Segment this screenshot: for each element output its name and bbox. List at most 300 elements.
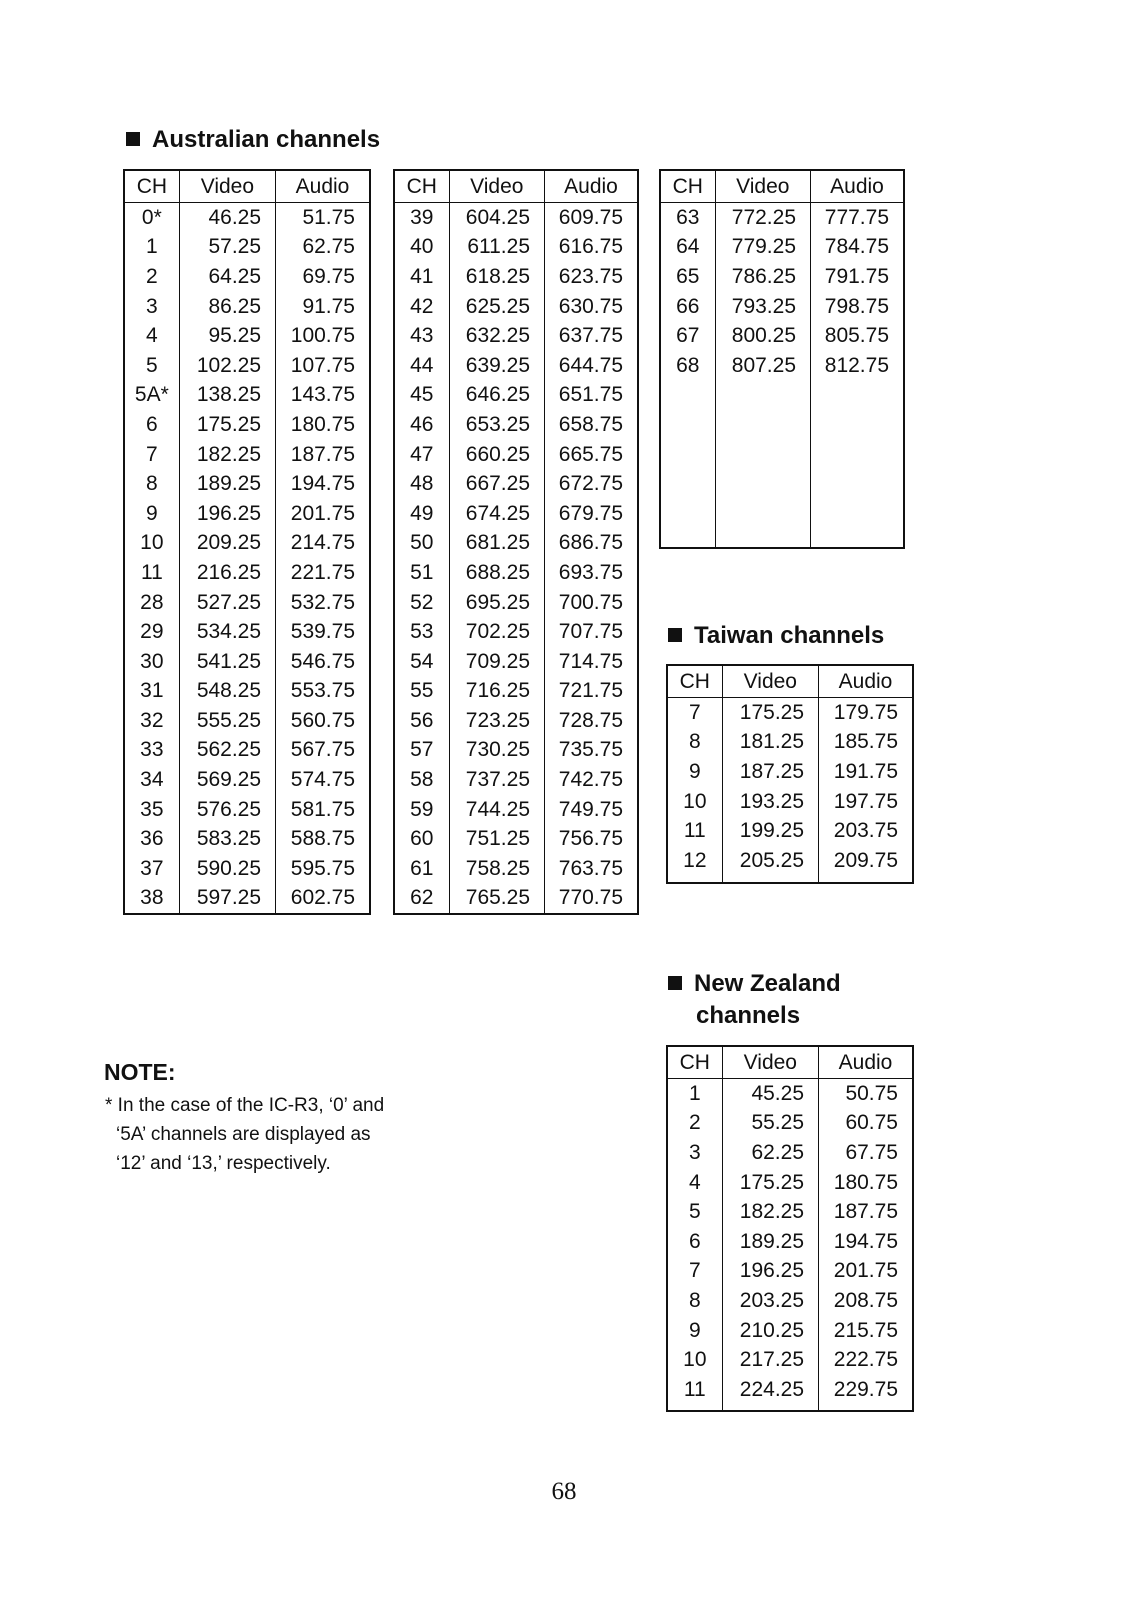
video-frequency-cell: 175.25 [722,1168,818,1198]
audio-frequency-cell: 197.75 [819,787,913,817]
audio-frequency-cell: 567.75 [276,736,370,766]
audio-frequency-cell: 229.75 [819,1375,913,1405]
channel-cell: 11 [683,819,706,843]
australian-channels-table-3 [659,169,905,549]
channel-cell: 7 [688,1259,701,1283]
header-ch: CH [660,170,715,203]
video-frequency-cell: 182.25 [179,440,275,470]
table-row [124,469,370,499]
table-row [124,736,370,766]
table-row [667,1109,913,1139]
empty-cell [819,876,913,883]
table-row [394,588,638,618]
audio-frequency-cell: 602.75 [276,884,370,914]
table-row [667,1079,913,1109]
channel-cell: 68 [676,353,700,377]
table-row [667,1375,913,1405]
channel-cell: 43 [410,324,434,348]
video-frequency-cell: 224.25 [722,1375,818,1405]
table-row [667,1197,913,1227]
empty-cell [394,913,449,914]
page-number: 68 [551,1478,577,1505]
channel-cell: 31 [140,679,164,703]
channel-cell: 10 [140,531,164,555]
table-row [660,262,904,292]
table-row [394,795,638,825]
audio-frequency-cell: 784.75 [811,233,905,263]
channel-cell: 33 [140,738,164,762]
audio-frequency-cell: 215.75 [819,1316,913,1346]
table-row [667,816,913,846]
audio-frequency-cell: 637.75 [545,321,639,351]
channel-cell: 62 [410,886,434,910]
channel-cell: 28 [140,590,164,614]
table-row [124,381,370,411]
video-frequency-cell: 175.25 [179,410,275,440]
table-row [124,824,370,854]
channel-cell: 34 [140,768,164,792]
table-header-row [394,170,638,203]
channel-cell: 5 [146,353,158,377]
video-frequency-cell: 541.25 [179,647,275,677]
table-row [394,233,638,263]
audio-frequency-cell: 777.75 [811,203,905,233]
channel-cell: 10 [683,1348,707,1372]
audio-frequency-cell: 222.75 [819,1345,913,1375]
channel-cell: 55 [410,679,434,703]
video-frequency-cell: 199.25 [722,816,818,846]
table-row [394,884,638,914]
table-row [667,1138,913,1168]
taiwan-channels-table [666,664,914,884]
audio-frequency-cell: 742.75 [545,765,639,795]
audio-frequency-cell: 560.75 [276,706,370,736]
video-frequency-cell: 653.25 [449,410,544,440]
empty-cell [667,876,722,883]
video-frequency-cell: 730.25 [449,736,544,766]
channel-cell: 7 [688,700,701,724]
australian-channels-table-1 [123,169,371,915]
channel-cell: 58 [410,768,434,792]
table-header-row [667,1046,913,1079]
audio-frequency-cell: 770.75 [545,884,639,914]
channel-cell: 66 [676,294,700,318]
channel-cell: 50 [410,531,434,555]
video-frequency-cell: 660.25 [449,440,544,470]
table-row [124,292,370,322]
channel-cell: 2 [688,1111,701,1135]
video-frequency-cell: 758.25 [449,854,544,884]
channel-cell: 54 [410,649,434,673]
audio-frequency-cell: 221.75 [276,558,370,588]
table-row [394,203,638,233]
audio-frequency-cell: 553.75 [276,677,370,707]
video-frequency-cell: 555.25 [179,706,275,736]
video-frequency-cell: 723.25 [449,706,544,736]
video-frequency-cell: 46.25 [179,203,275,233]
table-row [394,824,638,854]
header-video: Video [715,170,810,203]
channel-cell: 45 [410,383,434,407]
video-frequency-cell: 632.25 [449,321,544,351]
audio-frequency-cell: 749.75 [545,795,639,825]
table-filler-row [667,876,913,883]
table-row [394,381,638,411]
channel-cell: 41 [410,264,434,288]
channel-cell: 5 [688,1200,701,1224]
table-row [394,529,638,559]
video-frequency-cell: 86.25 [179,292,275,322]
header-ch: CH [394,170,449,203]
audio-frequency-cell: 756.75 [545,824,639,854]
video-frequency-cell: 625.25 [449,292,544,322]
header-ch: CH [124,170,179,203]
table-filler-row [660,381,904,548]
channel-cell: 4 [688,1170,701,1194]
audio-frequency-cell: 201.75 [276,499,370,529]
video-frequency-cell: 196.25 [179,499,275,529]
video-frequency-cell: 597.25 [179,884,275,914]
channel-cell: 59 [410,797,434,821]
audio-frequency-cell: 187.75 [819,1197,913,1227]
video-frequency-cell: 45.25 [722,1079,818,1109]
table-row [660,233,904,263]
table-row [124,706,370,736]
video-frequency-cell: 138.25 [179,381,275,411]
video-frequency-cell: 569.25 [179,765,275,795]
video-frequency-cell: 688.25 [449,558,544,588]
channel-cell: 6 [146,412,158,436]
table-row [667,1316,913,1346]
bullet-square-icon [668,628,682,642]
table-row [124,558,370,588]
video-frequency-cell: 187.25 [722,757,818,787]
video-frequency-cell: 562.25 [179,736,275,766]
empty-cell [715,381,810,548]
table-row [394,854,638,884]
audio-frequency-cell: 180.75 [819,1168,913,1198]
channel-cell: 39 [410,205,434,229]
audio-frequency-cell: 107.75 [276,351,370,381]
audio-frequency-cell: 187.75 [276,440,370,470]
header-video: Video [722,1046,818,1079]
audio-frequency-cell: 194.75 [276,469,370,499]
audio-frequency-cell: 665.75 [545,440,639,470]
channel-cell: 56 [410,708,434,732]
audio-frequency-cell: 51.75 [276,203,370,233]
audio-frequency-cell: 191.75 [819,757,913,787]
video-frequency-cell: 744.25 [449,795,544,825]
video-frequency-cell: 590.25 [179,854,275,884]
audio-frequency-cell: 630.75 [545,292,639,322]
channel-cell: 61 [410,856,434,880]
audio-frequency-cell: 763.75 [545,854,639,884]
channel-cell: 35 [140,797,164,821]
video-frequency-cell: 181.25 [722,728,818,758]
table-row [124,647,370,677]
video-frequency-cell: 702.25 [449,617,544,647]
video-frequency-cell: 751.25 [449,824,544,854]
channel-cell: 9 [688,759,701,783]
channel-cell: 9 [146,501,158,525]
empty-cell [819,1405,913,1411]
video-frequency-cell: 548.25 [179,677,275,707]
video-frequency-cell: 209.25 [179,529,275,559]
channel-cell: 44 [410,353,434,377]
channel-cell: 65 [676,264,700,288]
audio-frequency-cell: 201.75 [819,1257,913,1287]
header-audio: Audio [276,170,370,203]
table-row [394,558,638,588]
audio-frequency-cell: 50.75 [819,1079,913,1109]
audio-frequency-cell: 595.75 [276,854,370,884]
audio-frequency-cell: 574.75 [276,765,370,795]
channel-cell: 29 [140,620,164,644]
audio-frequency-cell: 686.75 [545,529,639,559]
video-frequency-cell: 779.25 [715,233,810,263]
new-zealand-channels-table [666,1045,914,1412]
table-row [394,262,638,292]
header-audio: Audio [819,1046,913,1079]
channel-cell: 53 [410,620,434,644]
table-row [667,846,913,876]
video-frequency-cell: 576.25 [179,795,275,825]
video-frequency-cell: 62.25 [722,1138,818,1168]
table-row [124,677,370,707]
video-frequency-cell: 786.25 [715,262,810,292]
audio-frequency-cell: 100.75 [276,321,370,351]
header-video: Video [449,170,544,203]
table-row [394,351,638,381]
video-frequency-cell: 102.25 [179,351,275,381]
header-audio: Audio [811,170,905,203]
table-row [394,292,638,322]
video-frequency-cell: 793.25 [715,292,810,322]
channel-cell: 37 [140,856,164,880]
table-row [124,233,370,263]
video-frequency-cell: 618.25 [449,262,544,292]
table-row [124,499,370,529]
video-frequency-cell: 772.25 [715,203,810,233]
table-row [124,321,370,351]
video-frequency-cell: 217.25 [722,1345,818,1375]
header-video: Video [722,665,818,698]
channel-cell: 3 [146,294,158,318]
audio-frequency-cell: 60.75 [819,1109,913,1139]
channel-cell: 40 [410,235,434,259]
table-row [124,262,370,292]
bullet-square-icon [668,976,682,990]
channel-cell: 4 [146,324,158,348]
audio-frequency-cell: 616.75 [545,233,639,263]
audio-frequency-cell: 214.75 [276,529,370,559]
video-frequency-cell: 210.25 [722,1316,818,1346]
video-frequency-cell: 709.25 [449,647,544,677]
audio-frequency-cell: 721.75 [545,677,639,707]
table-row [124,410,370,440]
table-row [124,529,370,559]
table-row [124,351,370,381]
note-block [104,1057,394,1178]
audio-frequency-cell: 707.75 [545,617,639,647]
empty-cell [722,1405,818,1411]
audio-frequency-cell: 203.75 [819,816,913,846]
audio-frequency-cell: 672.75 [545,469,639,499]
note-text: * In the case of the IC-R3, ‘0’ and ‘5A’ channels are displayed as ‘12’ and ‘13,’ respectively. [105,1095,385,1174]
video-frequency-cell: 681.25 [449,529,544,559]
video-frequency-cell: 800.25 [715,321,810,351]
table-row [394,706,638,736]
audio-frequency-cell: 623.75 [545,262,639,292]
video-frequency-cell: 205.25 [722,846,818,876]
table-row [394,736,638,766]
australian-channels-table-2 [393,169,639,915]
table-header-row [124,170,370,203]
channel-cell: 48 [410,472,434,496]
channel-cell: 9 [688,1318,701,1342]
table-row [667,1227,913,1257]
channel-cell: 38 [140,886,164,910]
header-video: Video [179,170,275,203]
table-row [667,787,913,817]
table-row [124,854,370,884]
video-frequency-cell: 695.25 [449,588,544,618]
video-frequency-cell: 639.25 [449,351,544,381]
table-row [667,1286,913,1316]
channel-cell: 46 [410,412,434,436]
video-frequency-cell: 583.25 [179,824,275,854]
table-row [394,617,638,647]
audio-frequency-cell: 143.75 [276,381,370,411]
audio-frequency-cell: 735.75 [545,736,639,766]
video-frequency-cell: 57.25 [179,233,275,263]
audio-frequency-cell: 179.75 [819,698,913,728]
channel-cell: 11 [140,560,163,584]
table-row [394,765,638,795]
audio-frequency-cell: 91.75 [276,292,370,322]
channel-cell: 1 [146,235,158,259]
table-row [394,499,638,529]
table-row [660,292,904,322]
video-frequency-cell: 534.25 [179,617,275,647]
channel-cell: 1 [688,1081,701,1105]
empty-cell [660,381,715,548]
header-audio: Audio [545,170,639,203]
audio-frequency-cell: 180.75 [276,410,370,440]
audio-frequency-cell: 679.75 [545,499,639,529]
audio-frequency-cell: 728.75 [545,706,639,736]
video-frequency-cell: 95.25 [179,321,275,351]
table-row [660,351,904,381]
video-frequency-cell: 196.25 [722,1257,818,1287]
audio-frequency-cell: 67.75 [819,1138,913,1168]
video-frequency-cell: 604.25 [449,203,544,233]
video-frequency-cell: 807.25 [715,351,810,381]
channel-cell: 63 [676,205,700,229]
video-frequency-cell: 527.25 [179,588,275,618]
table-row [667,1257,913,1287]
table-filler-row [394,913,638,914]
channel-cell: 7 [146,442,158,466]
audio-frequency-cell: 194.75 [819,1227,913,1257]
audio-frequency-cell: 546.75 [276,647,370,677]
channel-cell: 36 [140,827,164,851]
table-row [124,440,370,470]
bullet-square-icon [126,132,140,146]
table-row [667,1345,913,1375]
video-frequency-cell: 64.25 [179,262,275,292]
table-row [124,617,370,647]
audio-frequency-cell: 69.75 [276,262,370,292]
channel-cell: 60 [410,827,434,851]
channel-cell: 8 [146,472,158,496]
audio-frequency-cell: 609.75 [545,203,639,233]
table-row [667,698,913,728]
video-frequency-cell: 182.25 [722,1197,818,1227]
channel-cell: 51 [410,560,434,584]
channel-cell: 3 [688,1140,701,1164]
table-row [124,588,370,618]
table-row [394,410,638,440]
empty-cell [276,913,370,914]
video-frequency-cell: 216.25 [179,558,275,588]
table-header-row [660,170,904,203]
audio-frequency-cell: 539.75 [276,617,370,647]
channel-cell: 32 [140,708,164,732]
channel-cell: 6 [688,1229,701,1253]
video-frequency-cell: 765.25 [449,884,544,914]
table-row [394,647,638,677]
video-frequency-cell: 674.25 [449,499,544,529]
channel-cell: 10 [683,789,707,813]
channel-cell: 2 [146,264,158,288]
table-row [124,203,370,233]
audio-frequency-cell: 805.75 [811,321,905,351]
table-row [394,440,638,470]
table-row [394,677,638,707]
channel-cell: 57 [410,738,434,762]
audio-frequency-cell: 791.75 [811,262,905,292]
audio-frequency-cell: 644.75 [545,351,639,381]
header-ch: CH [667,665,722,698]
channel-cell: 42 [410,294,434,318]
video-frequency-cell: 193.25 [722,787,818,817]
audio-frequency-cell: 700.75 [545,588,639,618]
header-audio: Audio [819,665,913,698]
empty-cell [124,913,179,914]
video-frequency-cell: 646.25 [449,381,544,411]
channel-cell: 64 [676,235,700,259]
video-frequency-cell: 189.25 [722,1227,818,1257]
channel-cell: 67 [676,324,700,348]
channel-cell: 52 [410,590,434,614]
header-ch: CH [667,1046,722,1079]
audio-frequency-cell: 812.75 [811,351,905,381]
audio-frequency-cell: 208.75 [819,1286,913,1316]
channel-cell: 11 [683,1377,706,1401]
audio-frequency-cell: 581.75 [276,795,370,825]
table-row [124,884,370,914]
channel-cell: 49 [410,501,434,525]
table-filler-row [667,1405,913,1411]
audio-frequency-cell: 714.75 [545,647,639,677]
video-frequency-cell: 716.25 [449,677,544,707]
video-frequency-cell: 203.25 [722,1286,818,1316]
table-row [124,795,370,825]
audio-frequency-cell: 532.75 [276,588,370,618]
video-frequency-cell: 55.25 [722,1109,818,1139]
audio-frequency-cell: 62.75 [276,233,370,263]
